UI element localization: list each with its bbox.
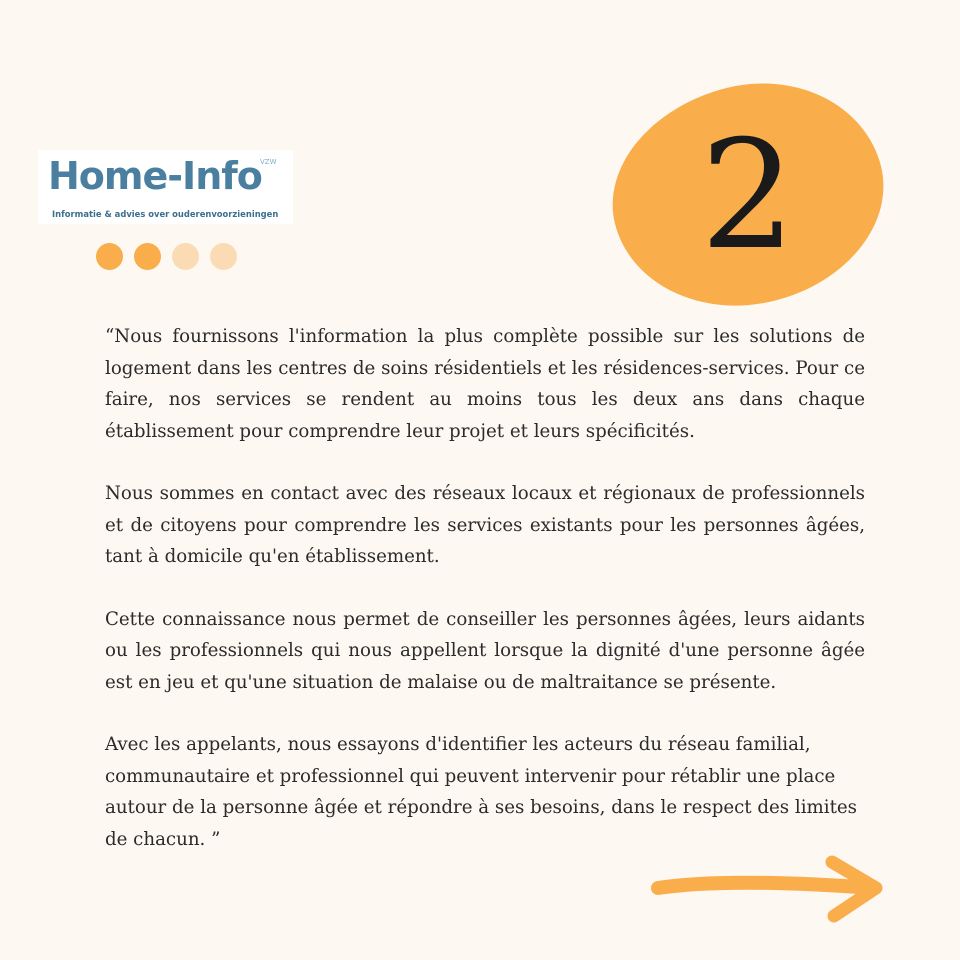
progress-dot — [210, 243, 237, 270]
progress-dots — [96, 243, 237, 270]
paragraph: Nous sommes en contact avec des réseaux locaux et régionaux de professionnels et de citoyens pour comprendre les services existants pour les personnes âgées, tant à domicile qu'en établissement. — [105, 483, 865, 567]
step-number: 2 — [700, 109, 796, 283]
progress-dot — [172, 243, 199, 270]
logo-vzw: VZW — [260, 158, 277, 166]
paragraph: “Nous fournissons l'information la plus complète possible sur les solutions de logement dans les centres de soins résidentiels et les résidences-services. Pour ce faire, nos services se rendent au moins tous les deux ans dans chaque établissement pour comprendre leur projet et leurs spécificités. — [105, 326, 865, 442]
home-info-logo — [38, 150, 293, 224]
paragraph: Cette connaissance nous permet de conseiller les personnes âgées, leurs aidants ou les professionnels qui nous appellent lorsque la dignité d'une personne âgée est en jeu et qu'une situation de malaise ou de maltraitance se présente. — [105, 608, 865, 693]
paragraph: Avec les appelants, nous essayons d'identifier les acteurs du réseau familial, communautaire et professionnel qui peuvent intervenir pour rétablir une place autour de la personne âgée et répondre à ses besoins, dans le respect des limites de chacun. ” — [105, 734, 858, 850]
logo-tagline: Informatie & advies over ouderenvoorzieningen — [52, 209, 279, 219]
logo-wordmark: Home-Info — [48, 154, 262, 198]
progress-dot — [96, 243, 123, 270]
body-text — [105, 321, 865, 886]
arrow-right-icon[interactable] — [650, 852, 886, 926]
progress-dot — [134, 243, 161, 270]
